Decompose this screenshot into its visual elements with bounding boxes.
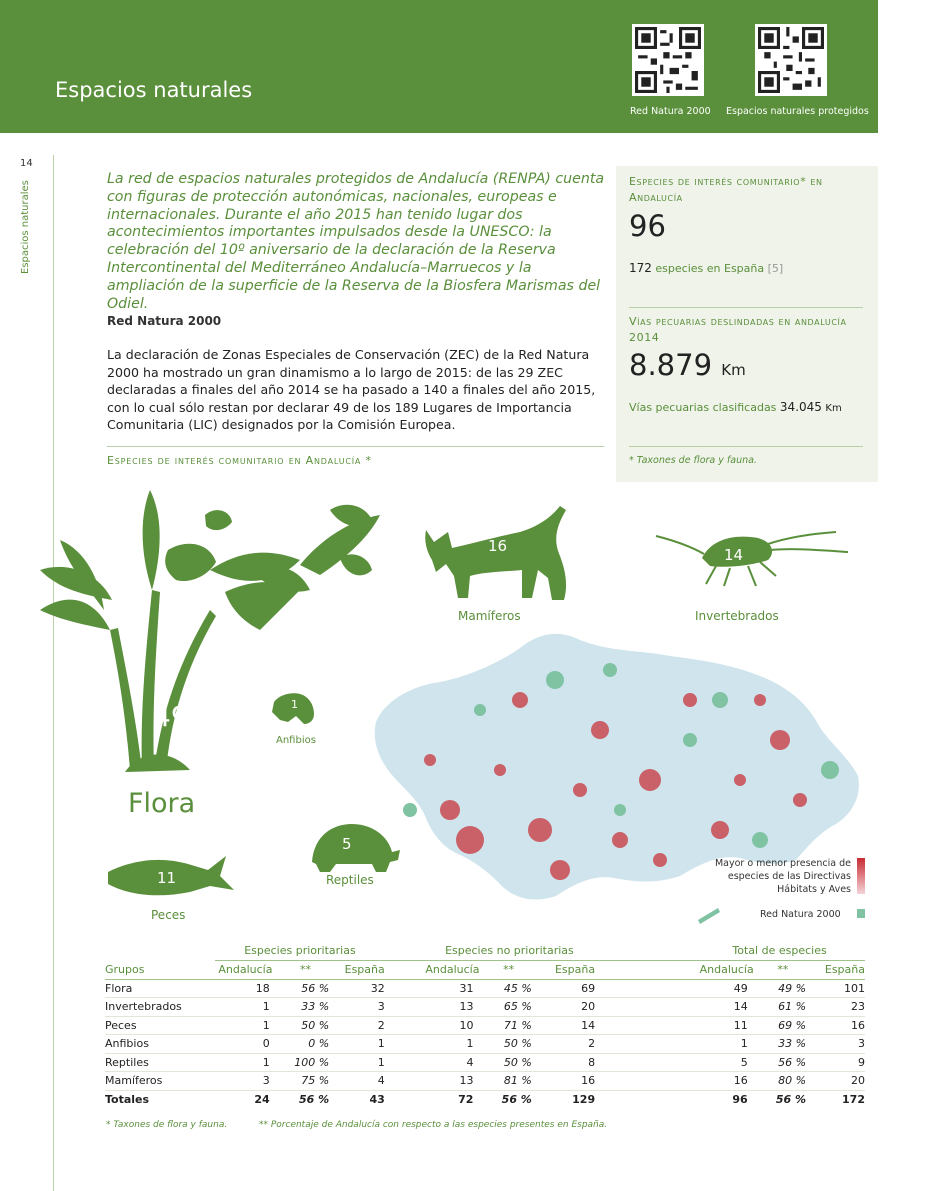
- table-cell: 2: [538, 1035, 595, 1054]
- col-header-andalucia: Andalucía: [385, 961, 480, 980]
- table-cell: 23: [812, 998, 865, 1017]
- stat-value-species: 96: [629, 209, 666, 243]
- cricket-icon: [656, 532, 848, 586]
- spain-species-count: 172: [629, 261, 652, 275]
- table-cell: 16: [812, 1016, 865, 1035]
- table-cell: 49 %: [754, 979, 812, 998]
- table-cell: 69: [538, 979, 595, 998]
- footnote-porcentaje: ** Porcentaje de Andalucía con respecto a las especies presentes en España.: [259, 1120, 608, 1130]
- page-number: 14: [20, 158, 33, 169]
- table-cell: 1: [215, 1016, 276, 1035]
- group-header-total: Total de especies: [595, 941, 865, 961]
- legend-red-natura-swatch: [857, 909, 865, 918]
- table-cell: 5: [595, 1053, 754, 1072]
- qr-code-red-natura[interactable]: [632, 24, 704, 96]
- table-cell: 3: [812, 1035, 865, 1054]
- sidebar-note: * Taxones de flora y fauna.: [629, 455, 757, 466]
- legend-presence: Mayor o menor presencia de especies de las Directivas Hábitats y Aves: [714, 858, 851, 895]
- table-cell: 0 %: [276, 1035, 335, 1054]
- table-cell: 4: [385, 1053, 480, 1072]
- spain-species-ref: [5]: [767, 262, 784, 275]
- col-header-grupos: Grupos: [105, 961, 215, 980]
- lead-paragraph: La red de espacios naturales protegidos de Andalucía (RENPA) cuenta con figuras de protección autonómicas, nacionales, europeas e internacionales. Durante el año 2015 han tenido lugar dos acontecimientos importantes impulsados desde la UNESCO: la celebración del 10º aniversario de la declaración de la Reserva Intercontinental del Mediterráneo Andalucía–Marruecos y la ampliación de la superficie de la Reserva de la Biosfera Marismas del Odiel.: [107, 171, 605, 312]
- stat-label-vias: Vías pecuarias deslindadas en andalucía 2014: [629, 315, 847, 344]
- vias-value: 8.879: [629, 348, 713, 382]
- table-cell: 50 %: [479, 1053, 537, 1072]
- table-cell: Peces: [105, 1016, 215, 1035]
- table-row: [105, 1072, 865, 1091]
- table-cell: 172: [842, 1092, 865, 1106]
- flora-count: 49: [153, 700, 189, 733]
- group-header-no-prioritarias: Especies no prioritarias: [385, 941, 595, 961]
- table-cell: 61 %: [754, 998, 812, 1017]
- table-cell: 33 %: [276, 998, 335, 1017]
- body-paragraph: La declaración de Zonas Especiales de Conservación (ZEC) de la Red Natura 2000 ha mostrado un gran dinamismo a lo largo de 2015: de las 29 ZEC declaradas a finales del año 2014 se ha pasado a 140 a finales del año 2015, con lo cual sólo restan por declarar 49 de los 189 Lugares de Importancia Comunitaria (LIC) designados por la Comisión Europea.: [107, 347, 596, 433]
- legend-red-natura: Red Natura 2000: [760, 909, 841, 920]
- table-cell: 31: [385, 979, 480, 998]
- table-cell: 3: [335, 998, 385, 1017]
- table-cell: 11: [595, 1016, 754, 1035]
- table-cell: 1: [215, 1053, 276, 1072]
- table-cell: 16: [538, 1072, 595, 1091]
- turtle-icon: [312, 824, 400, 872]
- header-title: Espacios naturales: [55, 78, 253, 102]
- col-header-espana: España: [812, 961, 865, 980]
- table-cell: 13: [385, 998, 480, 1017]
- peces-label: Peces: [151, 908, 186, 922]
- table-cell: 1: [385, 1035, 480, 1054]
- sidebar-divider: [629, 307, 863, 308]
- invertebrados-count: 14: [724, 546, 744, 564]
- vias-clasificadas-text: Vías pecuarias clasificadas: [629, 401, 777, 414]
- reptiles-count: 5: [342, 835, 352, 853]
- table-cell: 3: [215, 1072, 276, 1091]
- table-cell: 10: [385, 1016, 480, 1035]
- mamiferos-label: Mamíferos: [458, 609, 521, 623]
- anfibios-label: Anfibios: [276, 735, 316, 746]
- qr-icon: [635, 27, 701, 93]
- section-divider: [107, 446, 604, 447]
- legend-presence-gradient: [857, 858, 865, 894]
- table-cell: 65 %: [479, 998, 537, 1017]
- spain-species-text: especies en España: [655, 262, 765, 275]
- table-cell: 45 %: [479, 979, 537, 998]
- table-cell: 81 %: [479, 1072, 537, 1091]
- table-cell: 71 %: [479, 1016, 537, 1035]
- table-row: [105, 1016, 865, 1035]
- table-column-header-row: [105, 961, 865, 980]
- table-cell: 4: [335, 1072, 385, 1091]
- stats-sidebar: [616, 166, 878, 482]
- table-cell: 80 %: [754, 1072, 812, 1091]
- section-title: Especies de interés comunitario en Andalucía *: [107, 454, 372, 467]
- table-cell: 13: [385, 1072, 480, 1091]
- table-cell: 56 %: [775, 1092, 807, 1106]
- stat-label-species: Especies de interés comunitario* en Andalucía: [629, 175, 823, 204]
- table-cell: 56 %: [754, 1053, 812, 1072]
- table-cell: Reptiles: [105, 1053, 215, 1072]
- table-cell: 56 %: [276, 979, 335, 998]
- table-cell: 32: [335, 979, 385, 998]
- table-cell: 72: [458, 1092, 474, 1106]
- anfibios-count: 1: [291, 698, 298, 711]
- col-header-pct: **: [754, 961, 812, 980]
- table-cell: 9: [812, 1053, 865, 1072]
- table-cell: 43: [369, 1092, 385, 1106]
- table-cell: 50 %: [479, 1035, 537, 1054]
- table-body: [105, 979, 865, 1108]
- table-cell: Mamíferos: [105, 1072, 215, 1091]
- reptiles-label: Reptiles: [326, 873, 374, 887]
- species-table: [105, 941, 865, 1108]
- table-row: [105, 979, 865, 998]
- vias-clasificadas-unit: Km: [825, 403, 842, 414]
- table-cell: 1: [335, 1035, 385, 1054]
- table-cell: 24: [254, 1092, 270, 1106]
- qr-icon: [758, 27, 824, 93]
- table-cell: 20: [812, 1072, 865, 1091]
- page-header: [0, 0, 878, 133]
- qr-code-espacios[interactable]: [755, 24, 827, 96]
- mamiferos-count: 16: [488, 537, 508, 555]
- footnote-taxones: * Taxones de flora y fauna.: [106, 1120, 228, 1130]
- table-cell: 14: [538, 1016, 595, 1035]
- table-cell: Invertebrados: [105, 998, 215, 1017]
- table-cell: 56 %: [299, 1092, 330, 1106]
- table-row: [105, 998, 865, 1017]
- table-cell: 18: [215, 979, 276, 998]
- qr-caption-espacios: Espacios naturales protegidos: [726, 106, 869, 117]
- peces-count: 11: [157, 869, 177, 887]
- sidebar-divider: [629, 446, 863, 447]
- table-cell: 1: [335, 1053, 385, 1072]
- col-header-espana: España: [335, 961, 385, 980]
- table-cell: 50 %: [276, 1016, 335, 1035]
- table-cell: 8: [538, 1053, 595, 1072]
- table-cell: 100 %: [276, 1053, 335, 1072]
- table-row: [105, 1053, 865, 1072]
- table-cell: 33 %: [754, 1035, 812, 1054]
- col-header-andalucia: Andalucía: [215, 961, 276, 980]
- table-cell: 75 %: [276, 1072, 335, 1091]
- table-cell: 96: [732, 1092, 748, 1106]
- vias-unit: Km: [721, 361, 746, 379]
- col-header-espana: España: [538, 961, 595, 980]
- table-cell: 2: [335, 1016, 385, 1035]
- table-cell: 69 %: [754, 1016, 812, 1035]
- stat-line-species-spain: [629, 261, 783, 275]
- table-group-header-row: [105, 941, 865, 961]
- flora-label: Flora: [128, 788, 196, 819]
- table-row: [105, 1035, 865, 1054]
- stat-value-vias: [629, 348, 746, 382]
- side-section-label: Espacios naturales: [20, 180, 31, 274]
- stat-line-vias-clasificadas: [629, 400, 842, 414]
- invertebrados-label: Invertebrados: [695, 609, 779, 623]
- col-header-pct: **: [479, 961, 537, 980]
- table-cell: 101: [812, 979, 865, 998]
- table-cell: 0: [215, 1035, 276, 1054]
- table-cell: Totales: [105, 1092, 150, 1106]
- table-totals-row: [105, 1090, 865, 1108]
- table-cell: 14: [595, 998, 754, 1017]
- col-header-pct: **: [276, 961, 335, 980]
- table-cell: 16: [595, 1072, 754, 1091]
- table-cell: 1: [595, 1035, 754, 1054]
- subheading: Red Natura 2000: [107, 314, 222, 328]
- table-cell: 20: [538, 998, 595, 1017]
- group-header-prioritarias: Especies prioritarias: [215, 941, 385, 961]
- table-cell: 129: [572, 1092, 596, 1106]
- table-cell: Anfibios: [105, 1035, 215, 1054]
- table-cell: 1: [215, 998, 276, 1017]
- table-cell: 49: [595, 979, 754, 998]
- col-header-andalucia: Andalucía: [595, 961, 754, 980]
- table-cell: 56 %: [501, 1092, 532, 1106]
- vias-clasificadas-num: 34.045: [779, 400, 822, 414]
- qr-caption-red-natura: Red Natura 2000: [630, 106, 711, 117]
- flora-plant-icon: [40, 490, 380, 772]
- table-cell: Flora: [105, 979, 215, 998]
